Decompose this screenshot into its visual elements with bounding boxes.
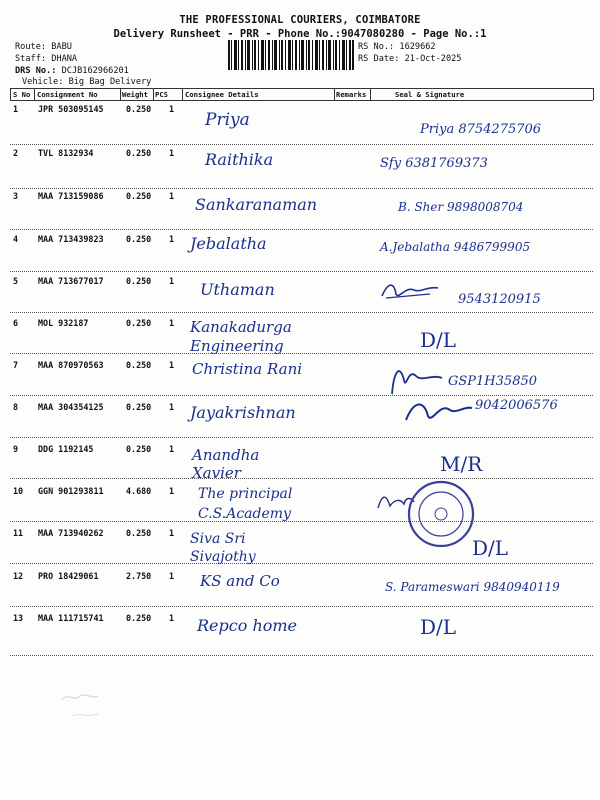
row-sno: 7 <box>13 360 19 370</box>
row-weight: 0.250 <box>126 318 152 328</box>
row-consignment: MAA 713940262 <box>38 528 104 538</box>
row-consignment: TVL 8132934 <box>38 148 94 158</box>
row-weight: 0.250 <box>126 613 152 623</box>
signature-scribble-icon <box>404 396 474 426</box>
row-pcs: 1 <box>169 571 175 581</box>
consignee-name: Kanakadurga Engineering <box>190 318 292 355</box>
drs-label: DRS No.: <box>15 66 57 76</box>
signature-scribble-icon <box>380 280 440 302</box>
row-sno: 4 <box>13 234 19 244</box>
consignee-name: Raithika <box>205 150 274 169</box>
signature: D/L <box>420 328 457 352</box>
row-pcs: 1 <box>169 528 175 538</box>
consignee-name: Christina Rani <box>192 360 303 378</box>
row-weight: 0.250 <box>126 528 152 538</box>
row-weight: 4.680 <box>126 486 152 496</box>
row-consignment: GGN 901293811 <box>38 486 104 496</box>
row-consignment: MAA 713439823 <box>38 234 104 244</box>
row-weight: 0.250 <box>126 402 152 412</box>
row-weight: 0.250 <box>126 191 152 201</box>
signature: M/R <box>440 452 483 476</box>
row-weight: 0.250 <box>126 104 152 114</box>
col-weight: Weight <box>122 90 148 99</box>
route: Route: BABU <box>15 42 72 52</box>
signature-scribble-icon <box>388 360 444 400</box>
consignee-name: Jayakrishnan <box>190 403 296 422</box>
row-pcs: 1 <box>169 276 175 286</box>
row-sno: 13 <box>13 613 24 623</box>
row-pcs: 1 <box>169 104 175 114</box>
row-weight: 0.250 <box>126 148 152 158</box>
row-sno: 12 <box>13 571 24 581</box>
rs-date: RS Date: 21-Oct-2025 <box>358 54 462 64</box>
row-sno: 10 <box>13 486 24 496</box>
signature: D/L <box>472 536 509 560</box>
consignee-name: Jebalatha <box>190 234 267 253</box>
faint-mark <box>70 710 100 720</box>
row-consignment: JPR 503095145 <box>38 104 104 114</box>
consignee-name: Sankaranaman <box>195 195 318 214</box>
signature: Sfy 6381769373 <box>380 156 488 171</box>
row-consignment: DDG 1192145 <box>38 444 94 454</box>
row-pcs: 1 <box>169 402 175 412</box>
header-subtitle: Delivery Runsheet - PRR - Phone No.:9047080280 - Page No.:1 <box>113 28 487 40</box>
row-sno: 1 <box>13 104 19 114</box>
signature: S. Parameswari 9840940119 <box>385 580 560 594</box>
consignee-name: The principal C.S.Academy <box>198 486 293 522</box>
row-pcs: 1 <box>169 148 175 158</box>
row-consignment: MAA 870970563 <box>38 360 104 370</box>
signature: D/L <box>420 615 457 639</box>
row-sno: 5 <box>13 276 19 286</box>
col-consignment: Consignment No <box>37 90 98 99</box>
signature: A.Jebalatha 9486799905 <box>380 240 531 254</box>
consignee-name: Siva Sri Sivajothy <box>190 531 256 565</box>
signature: GSP1H35850 <box>448 374 538 389</box>
staff: Staff: DHANA <box>15 54 78 64</box>
col-consignee: Consignee Details <box>185 90 259 99</box>
row-pcs: 1 <box>169 191 175 201</box>
row-pcs: 1 <box>169 318 175 328</box>
consignee-name: Anandha Xavier <box>192 446 260 482</box>
row-weight: 0.250 <box>126 444 152 454</box>
row-consignment: MAA 713159086 <box>38 191 104 201</box>
row-weight: 0.250 <box>126 276 152 286</box>
row-consignment: MAA 713677017 <box>38 276 104 286</box>
row-pcs: 1 <box>169 613 175 623</box>
row-pcs: 1 <box>169 234 175 244</box>
row-consignment: MAA 111715741 <box>38 613 104 623</box>
row-pcs: 1 <box>169 486 175 496</box>
signature: 9543120915 <box>458 292 541 307</box>
row-sno: 11 <box>13 528 24 538</box>
consignee-name: Uthaman <box>200 280 275 299</box>
signature: 9042006576 <box>475 398 558 413</box>
header-title: THE PROFESSIONAL COURIERS, COIMBATORE <box>179 14 421 26</box>
row-sno: 8 <box>13 402 19 412</box>
col-signature: Seal & Signature <box>395 90 465 99</box>
consignee-name: KS and Co <box>200 572 280 590</box>
signature: Priya 8754275706 <box>420 122 542 137</box>
rs-no: RS No.: 1629662 <box>358 42 436 52</box>
col-sno: S No <box>13 90 31 99</box>
row-sno: 9 <box>13 444 19 454</box>
barcode-icon <box>228 40 354 70</box>
drs-no <box>15 67 129 76</box>
signature: B. Sher 9898008704 <box>398 200 524 214</box>
consignee-name: Repco home <box>197 616 298 635</box>
row-weight: 0.250 <box>126 360 152 370</box>
col-pcs: PCS <box>155 90 168 99</box>
row-sno: 3 <box>13 191 19 201</box>
row-weight: 0.250 <box>126 234 152 244</box>
row-pcs: 1 <box>169 360 175 370</box>
row-weight: 2.750 <box>126 571 152 581</box>
consignee-name: Priya <box>205 110 250 130</box>
row-pcs: 1 <box>169 444 175 454</box>
row-sno: 2 <box>13 148 19 158</box>
col-remarks: Remarks <box>336 90 367 99</box>
vehicle: Vehicle: Big Bag Delivery <box>22 77 152 87</box>
seal-stamp-icon <box>405 478 477 550</box>
row-consignment: MAA 304354125 <box>38 402 104 412</box>
drs-value: DCJB162966201 <box>61 66 129 76</box>
faint-mark <box>60 690 100 704</box>
row-consignment: PRO 18429061 <box>38 571 99 581</box>
row-sno: 6 <box>13 318 19 328</box>
row-consignment: MOL 932187 <box>38 318 89 328</box>
